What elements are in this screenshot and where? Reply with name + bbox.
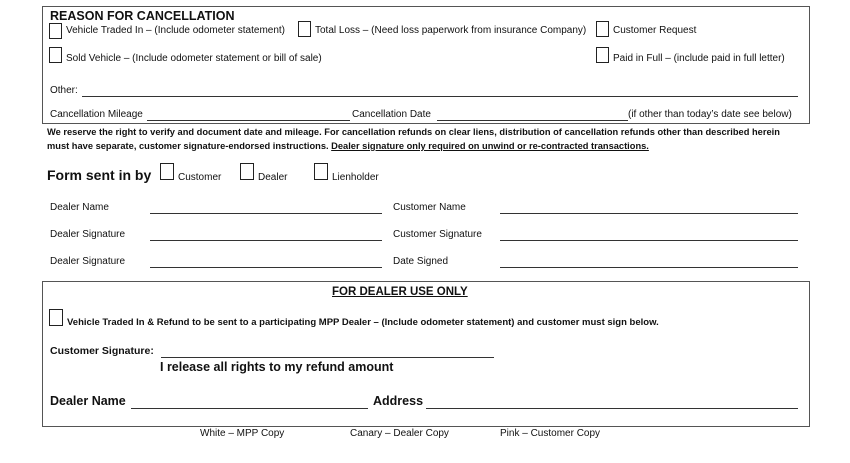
form-sent-label: Form sent in by [47, 167, 152, 183]
dealer-signature-field-1[interactable] [150, 240, 382, 241]
date-signed-field[interactable] [500, 267, 798, 268]
dealer-checkbox[interactable] [240, 163, 254, 180]
customer-label: Customer [178, 172, 222, 183]
dealer-label: Dealer [258, 172, 288, 183]
copy-canary: Canary – Dealer Copy [350, 428, 449, 439]
vehicle-traded-in-label: Vehicle Traded In – (Include odometer statement) [66, 25, 286, 36]
customer-request-checkbox[interactable] [596, 21, 609, 37]
customer-name-label: Customer Name [393, 202, 466, 213]
sold-vehicle-label: Sold Vehicle – (Include odometer statement or bill of sale) [66, 53, 322, 64]
total-loss-label: Total Loss – (Need loss paperwork from insurance Company) [315, 25, 587, 36]
dealer-use-customer-signature-label: Customer Signature: [50, 345, 154, 357]
customer-checkbox[interactable] [160, 163, 174, 180]
dealer-refund-label: Vehicle Traded In & Refund to be sent to a participating MPP Dealer – (Include odometer statement) and customer must sign below. [67, 317, 659, 328]
dealer-refund-checkbox[interactable] [49, 309, 63, 326]
dealer-use-dealer-name-label: Dealer Name [50, 394, 126, 408]
dealer-use-heading: FOR DEALER USE ONLY [332, 286, 468, 298]
lienholder-checkbox[interactable] [314, 163, 328, 180]
dealer-use-dealer-name-field[interactable] [131, 408, 368, 409]
dealer-use-section [42, 281, 810, 427]
paid-in-full-checkbox[interactable] [596, 47, 609, 63]
cancellation-mileage-field[interactable] [147, 120, 350, 121]
other-label: Other: [50, 85, 78, 96]
reason-section [42, 6, 810, 124]
dealer-use-address-label: Address [373, 394, 424, 408]
customer-signature-label: Customer Signature [393, 229, 482, 240]
dealer-signature-label-2: Dealer Signature [50, 256, 126, 267]
vehicle-traded-in-checkbox[interactable] [49, 23, 62, 39]
sold-vehicle-checkbox[interactable] [49, 47, 62, 63]
dealer-signature-field-2[interactable] [150, 267, 382, 268]
other-field[interactable] [82, 96, 798, 97]
notice-text [47, 125, 797, 153]
cancellation-date-label: Cancellation Date [352, 109, 431, 120]
notice-main: We reserve the right to verify and document date and mileage. For cancellation refunds on clear liens, distribution of cancellation refunds other than described herein must have separate, customer signature-endorsed instructions. [47, 127, 780, 151]
dealer-signature-label-1: Dealer Signature [50, 229, 126, 240]
notice-underlined: Dealer signature only required on unwind or re-contracted transactions. [331, 141, 649, 151]
dealer-use-customer-signature-field[interactable] [161, 357, 494, 358]
cancellation-date-note: (if other than today’s date see below) [628, 109, 792, 120]
dealer-name-field[interactable] [150, 213, 382, 214]
release-text: I release all rights to my refund amount [160, 360, 394, 374]
paid-in-full-label: Paid in Full – (include paid in full letter) [613, 53, 785, 64]
dealer-name-label: Dealer Name [50, 202, 109, 213]
customer-name-field[interactable] [500, 213, 798, 214]
total-loss-checkbox[interactable] [298, 21, 311, 37]
customer-signature-field[interactable] [500, 240, 798, 241]
copy-white: White – MPP Copy [200, 428, 285, 439]
cancellation-mileage-label: Cancellation Mileage [50, 109, 143, 120]
cancellation-date-field[interactable] [437, 120, 628, 121]
dealer-use-address-field[interactable] [426, 408, 798, 409]
customer-request-label: Customer Request [613, 25, 697, 36]
lienholder-label: Lienholder [332, 172, 379, 183]
reason-heading: REASON FOR CANCELLATION [50, 9, 235, 23]
copy-pink: Pink – Customer Copy [500, 428, 601, 439]
date-signed-label: Date Signed [393, 256, 449, 267]
